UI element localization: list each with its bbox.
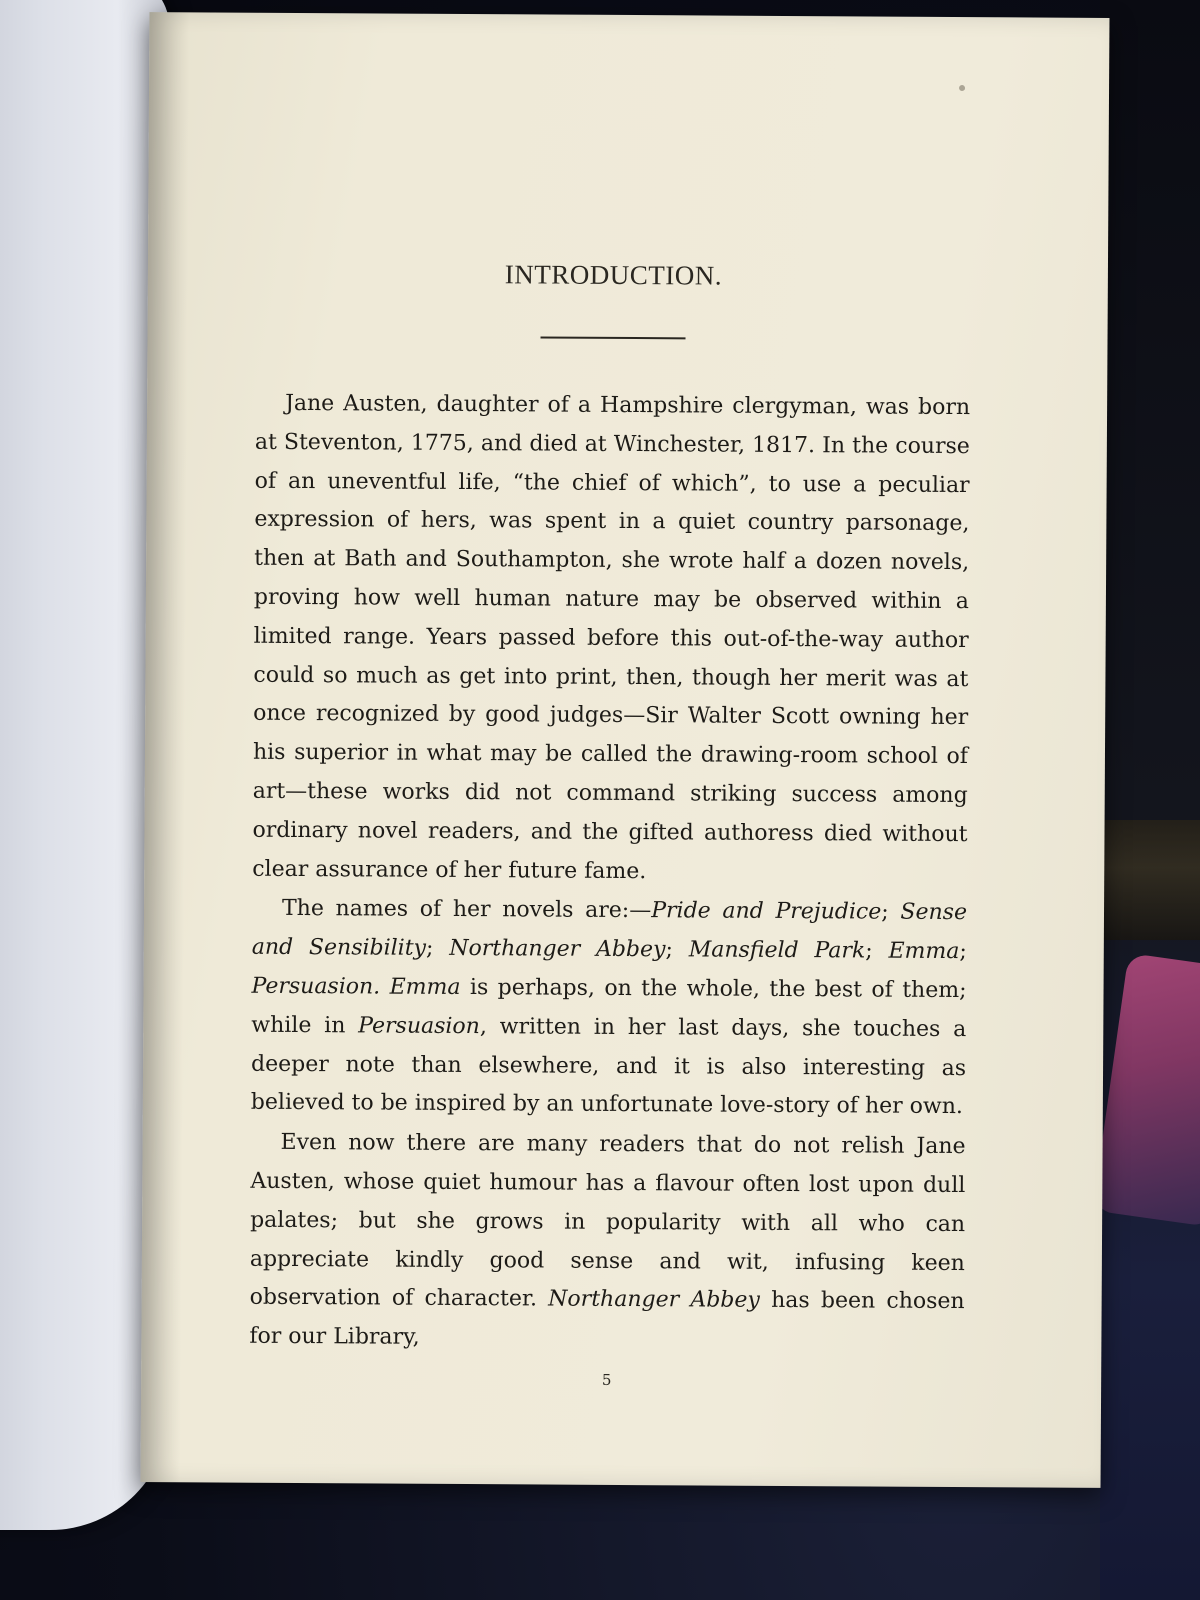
- page-text-block: [249, 258, 971, 1391]
- text-run: is perhaps, on the whole, the best of them; while in: [251, 974, 967, 1039]
- text-run: ;: [425, 935, 450, 962]
- italic-title-run: Persuasion: [358, 1013, 480, 1039]
- text-run: ;: [865, 938, 889, 964]
- paragraph-3: [249, 1124, 965, 1361]
- text-run: ;: [959, 939, 967, 965]
- paragraph-2: [251, 890, 967, 1127]
- text-run: ;: [665, 937, 689, 963]
- italic-title-run: Persuasion.: [251, 973, 381, 1000]
- italic-title-run: Sense and Sensibility: [251, 900, 968, 961]
- book-page: [141, 12, 1110, 1488]
- background-table-edge: [1100, 820, 1200, 940]
- italic-title-run: Mansfield Park: [688, 937, 866, 964]
- paragraph-1: [252, 385, 970, 894]
- text-run: Even now there are many readers that do not relish Jane Austen, whose quiet humour has a flavour often lost upon dull palates; but she grows in popularity with all who can appreciate kindly good sense and wit, infusing keen observation of character.: [249, 1130, 966, 1312]
- text-run: has been chosen for our Library,: [249, 1288, 965, 1350]
- page-gutter-shadow: [141, 12, 190, 1482]
- paper-speck: [959, 85, 965, 91]
- text-run: , written in her last days, she touches a deeper note than elsewhere, and it is also interesting as believed to be inspired by an unfortunate love-story of her own.: [250, 1013, 967, 1120]
- page-number: 5: [601, 1370, 612, 1389]
- text-run: [380, 974, 390, 999]
- background-dark-area: [1100, 0, 1200, 1600]
- italic-title-run: Emma: [888, 938, 960, 965]
- text-run: The names of her novels are:—: [281, 896, 652, 924]
- italic-title-run: Northanger Abbey: [449, 936, 666, 963]
- italic-title-run: Northanger Abbey: [548, 1286, 760, 1314]
- text-run: ;: [881, 899, 901, 926]
- text-run: Jane Austen, daughter of a Hampshire clergyman, was born at Steventon, 1775, and died at Winchester, 1817. In the course of an uneventful life, “the chief of which”, to use a peculiar expression of hers, was spent in a quiet country parsonage, then at Bath and Southampton, she wrote half a dozen novels, proving how well human nature may be observed within a limited range. Years passed before this out-of-the-way author could so much as get into print, then, though her merit was at once recognized by good judges—Sir Walter Scott owning her his superior in what may be called the drawing-room school of art—these works did not command striking success among ordinary novel readers, and the gifted authoress died without clear assurance of her future fame.: [252, 390, 971, 884]
- title-rule: [541, 336, 686, 339]
- page-title: INTRODUCTION.: [504, 259, 723, 291]
- italic-title-run: Pride and Prejudice: [651, 898, 882, 925]
- italic-title-run: Emma: [389, 974, 461, 1000]
